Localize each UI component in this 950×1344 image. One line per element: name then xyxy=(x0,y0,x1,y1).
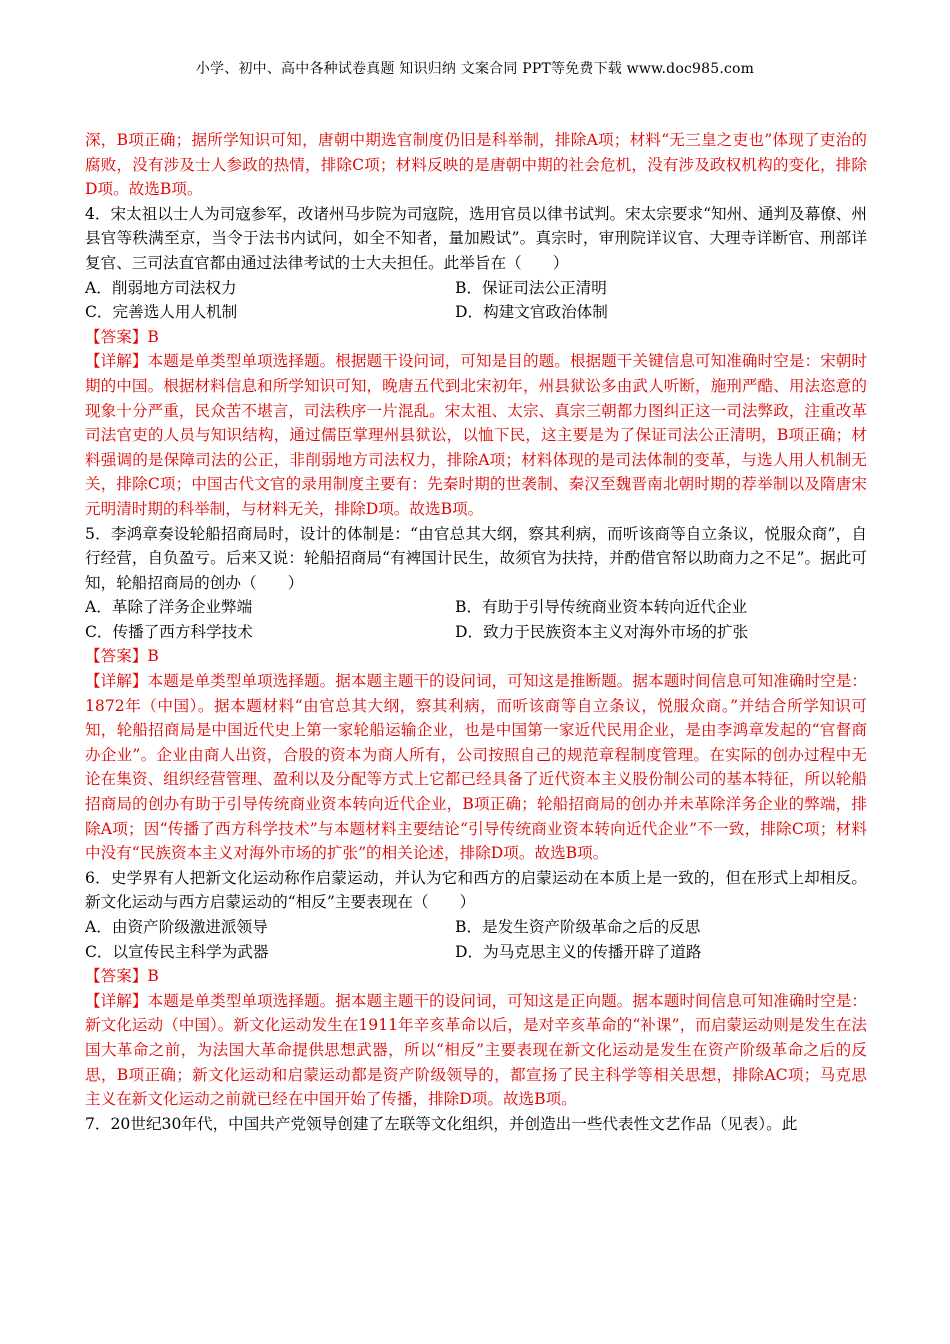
answer: 【答案】B xyxy=(85,967,159,986)
option-b: B．有助于引导传统商业资本转向近代企业 xyxy=(455,598,748,617)
answer: 【答案】B xyxy=(85,647,159,666)
explanation: 【详解】本题是单类型单项选择题。根据题干设问词，可知是目的题。根据题干关键信息可知准确时空是：宋朝时期的中国。根据材料信息和所学知识可知，晚唐五代到北宋初年，州县狱讼多由武人听断，施刑严酷、用法恣意的现象十分严重，民众苦不堪言，司法秩序一片混乱。宋太祖、太宗、真宗三朝都力图纠正这一司法弊政，注重改革司法官吏的人员与知识结构，通过儒臣掌理州县狱讼，以恤下民，这主要是为了保证司法公正清明，B项正确；材料强调的是保障司法的公正，非削弱地方司法权力，排除A项；材料体现的是司法体制的变革，与选人用人机制无关，排除C项；中国古代文官的录用制度主要有：先秦时期的世袭制、秦汉至魏晋南北朝时期的荐举制以及隋唐宋元明清时期的科举制，与材料无关，排除D项。故选B项。 xyxy=(85,352,867,518)
question-stem: 5．李鸿章奏设轮船招商局时，设计的体制是：“由官总其大纲，察其利病，而听该商等自立条议，悦服众商”，自行经营，自负盈亏。后来又说：轮船招商局“有裨国计民生，故须官为扶持，并酌借官帑以助商力之不足”。据此可知，轮船招商局的创办（ ） xyxy=(85,524,867,592)
option-c: C．以宣传民主科学为武器 xyxy=(85,942,269,961)
option-b: B．是发生资产阶级革命之后的反思 xyxy=(455,918,701,936)
explanation: 【详解】本题是单类型单项选择题。据本题主题干的设问词，可知这是推断题。据本题时间信息可知准确时空是：1872年（中国）。据本题材料“由官总其大纲，察其利病，而听该商等自立条议，悦服众商。”并结合所学知识可知，轮船招商局是中国近代史上第一家轮船运输企业，也是中国第一家近代民用企业，是由李鸿章发起的“官督商办企业”。企业由商人出资，合股的资本为商人所有，公司按照自己的规范章程制度管理。在实际的创办过程中无论在集资、组织经营管理、盈利以及分配等方式上它都已经具备了近代资本主义股份制公司的基本特征，所以轮船招商局的创办有助于引导传统商业资本转向近代企业，B项正确；轮船招商局的创办并未革除洋务企业的弊端，排除A项；因“传播了西方科学技术”与本题材料主要结论“引导传统商业资本转向近代企业”不一致，排除C项；材料中没有“民族资本主义对海外市场的扩张”的相关论述，排除D项。故选B项。 xyxy=(85,672,867,863)
option-a: A．由资产阶级激进派领导 xyxy=(85,918,268,936)
option-a: A．革除了洋务企业弊端 xyxy=(85,598,253,617)
option-c: C．完善选人用人机制 xyxy=(85,303,238,322)
option-list xyxy=(85,595,867,644)
option-c: C．传播了西方科学技术 xyxy=(85,622,253,641)
page-header: 小学、初中、高中各种试卷真题 知识归纳 文案合同 PPT等免费下载 www.doc985.com xyxy=(195,61,755,77)
question-4 xyxy=(85,202,867,522)
question-5 xyxy=(85,522,867,866)
option-b: B．保证司法公正清明 xyxy=(455,278,607,297)
answer: 【答案】B xyxy=(85,327,159,346)
question-stem: 4．宋太祖以士人为司寇参军，改诸州马步院为司寇院，选用官员以律书试判。宋太宗要求“知州、通判及幕僚、州县官等秩满至京，当令于法书内试问，如全不知者，量加殿试”。真宗时，审刑院详议官、大理寺详断官、刑部详复官、三司法直官都由通过法律考试的士大夫担任。此举旨在（ ） xyxy=(85,204,867,272)
option-a: A．削弱地方司法权力 xyxy=(85,278,237,297)
question-6 xyxy=(85,866,867,1112)
option-d: D．为马克思主义的传播开辟了道路 xyxy=(455,942,702,961)
carryover-explanation: 深，B项正确；据所学知识可知，唐朝中期选官制度仍旧是科举制，排除A项；材料“无三皇之吏也”体现了吏治的腐败，没有涉及士人参政的热情，排除C项；材料反映的是唐朝中期的社会危机，没有涉及政权机构的变化，排除D项。故选B项。 xyxy=(85,131,867,199)
option-list xyxy=(85,915,867,964)
option-list xyxy=(85,276,867,325)
document-body xyxy=(85,128,867,1136)
question-7-stem: 7．20世纪30年代，中国共产党领导创建了左联等文化组织，并创造出一些代表性文艺作品（见表）。此 xyxy=(85,1114,798,1133)
question-stem: 6．史学界有人把新文化运动称作启蒙运动，并认为它和西方的启蒙运动在本质上是一致的，但在形式上却相反。新文化运动与西方启蒙运动的“相反”主要表现在（ ） xyxy=(85,868,867,912)
option-d: D．致力于民族资本主义对海外市场的扩张 xyxy=(455,622,749,641)
explanation: 【详解】本题是单类型单项选择题。据本题主题干的设问词，可知这是正向题。据本题时间信息可知准确时空是：新文化运动（中国）。新文化运动发生在1911年辛亥革命以后，是对辛亥革命的“补课”，而启蒙运动则是发生在法国大革命之前，为法国大革命提供思想武器，所以“相反”主要表现在新文化运动是发生在资产阶级革命之后的反思，B项正确；新文化运动和启蒙运动都是资产阶级领导的，都宣扬了民主科学等相关思想，排除AC项；马克思主义在新文化运动之前就已经在中国开始了传播，排除D项。故选B项。 xyxy=(85,991,867,1109)
option-d: D．构建文官政治体制 xyxy=(455,303,608,322)
